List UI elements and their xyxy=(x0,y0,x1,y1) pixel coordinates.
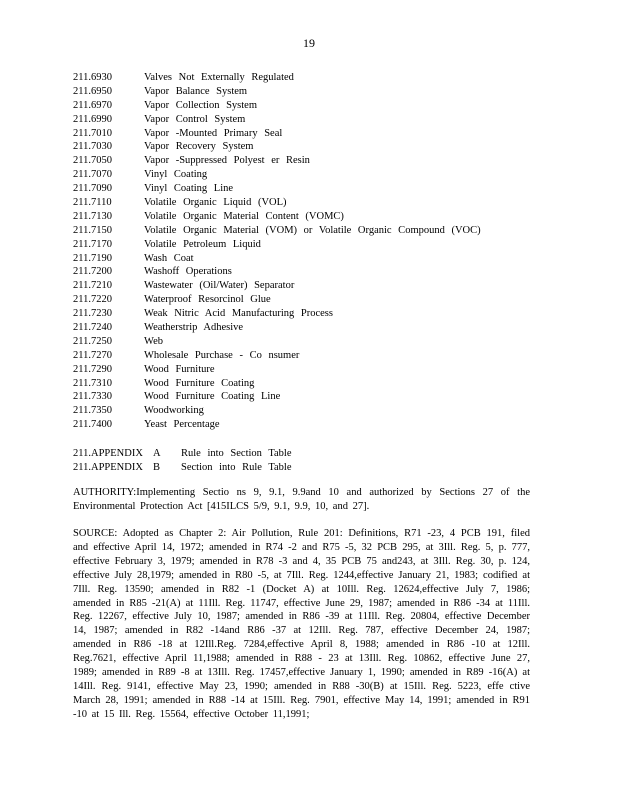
section-entry xyxy=(73,85,553,99)
section-entry xyxy=(73,335,553,349)
appendix-letter: B xyxy=(153,462,161,473)
section-number: 211.7400 xyxy=(73,419,112,431)
section-number: 211.7350 xyxy=(73,405,112,417)
appendix-number: 211.APPENDIX xyxy=(73,462,143,473)
section-number: 211.6930 xyxy=(73,72,112,83)
section-entry xyxy=(73,71,553,85)
section-number: 211.7090 xyxy=(73,183,112,195)
section-number: 211.7030 xyxy=(73,141,112,153)
section-number: 211.7150 xyxy=(73,224,112,236)
section-number: 211.7330 xyxy=(73,391,112,403)
section-entry xyxy=(73,404,553,418)
authority-paragraph: AUTHORITY:Implementing Sectio ns 9, 9.1, 9.9and 10 and authorized by Sections 27 of the Environmental Protection Act [415ILCS 5/9, 9.1, 9.9, 10, and 27]. xyxy=(73,487,530,512)
appendix-title: Section into Rule Table xyxy=(181,462,292,473)
section-number: 211.7250 xyxy=(73,335,112,347)
page-number: 19 xyxy=(303,36,315,50)
section-number: 211.7270 xyxy=(73,349,112,361)
section-entry xyxy=(73,182,553,196)
section-entry xyxy=(73,210,553,224)
section-number: 211.7050 xyxy=(73,155,112,167)
section-entry xyxy=(73,252,553,266)
source-paragraph: SOURCE: Adopted as Chapter 2: Air Pollution, Rule 201: Definitions, R71 -23, 4 PCB 191, filed and effective April 14, 1972; amended in R74 -2 and R75 -5, 32 PCB 295, at 3Ill. Reg. 5, p. 777, effective February 3, 1979; amended in R78 -3 and 4, 35 PCB 75 and243, at 3Ill. Reg. 30, p. 124, effective July 28,1979; amended in R80 -5, at 7Ill. Reg. 1244,effective January 21, 1983; codified at 7Ill. Reg. 13590; amended in R82 -1 (Docket A) at 10Ill. Reg. 12624,effective July 7, 1986; amended in R85 -21(A) at 11Ill. Reg. 11747, effective June 29, 1987; amended in R86 -34 at 11Ill. Reg. 12267, effective July 10, 1987; amended in R86 -39 at 11Ill. Reg. 20804, effective December 14, 1987; amended in R82 -14and R86 -37 at 12Ill. Reg. 787, effective December 24, 1987; amended in R86 -18 at 12Ill.Reg. 7284,effective April 8, 1988; amended in R86 -10 at 12Ill. Reg.7621, effective April 11,1988; amended in R88 - 23 at 13Ill. Reg. 10862, effective June 27, 1989; amended in R89 -8 at 13Ill. Reg. 17457,effective January 1, 1990; amended in R89 -16(A) at 14Ill. Reg. 9141, effective May 23, 1990; amended in R88 -30(B) at 15Ill. Reg. 5223, effe ctive March 28, 1991; amended in R88 -14 at 15Ill. Reg. 7901, effective May 14, 1991; amended in R91 -10 at 15 Ill. Reg. 15564, effective October 11,1991; xyxy=(73,528,530,720)
section-entry xyxy=(73,154,553,168)
section-entry xyxy=(73,390,553,404)
section-list xyxy=(73,71,553,432)
section-entry xyxy=(73,321,553,335)
section-title: Woodworking xyxy=(144,405,204,417)
section-title: Wood Furniture Coating xyxy=(144,377,255,389)
section-entry xyxy=(73,168,553,182)
section-entry xyxy=(73,127,553,141)
section-entry xyxy=(73,265,553,279)
section-title: Vapor Collection System xyxy=(144,99,257,111)
section-number: 211.6970 xyxy=(73,99,112,111)
section-number: 211.6950 xyxy=(73,85,112,97)
section-number: 211.6990 xyxy=(73,113,112,125)
section-title: Wholesale Purchase - Co nsumer xyxy=(144,349,300,361)
section-title: Vinyl Coating Line xyxy=(144,183,234,195)
section-entry xyxy=(73,418,553,432)
section-number: 211.7210 xyxy=(73,280,112,292)
section-title: Weatherstrip Adhesive xyxy=(144,322,244,334)
section-number: 211.7130 xyxy=(73,210,112,222)
section-title: Vinyl Coating xyxy=(144,169,208,181)
section-title: Volatile Organic Material Content (VOMC) xyxy=(144,210,344,222)
section-entry xyxy=(73,377,553,391)
section-title: Vapor Balance System xyxy=(144,85,248,97)
section-number: 211.7220 xyxy=(73,294,112,306)
appendix-entry xyxy=(73,447,553,461)
section-number: 211.7110 xyxy=(73,197,112,209)
section-entry xyxy=(73,279,553,293)
section-entry xyxy=(73,196,553,210)
section-title: Waterproof Resorcinol Glue xyxy=(144,294,271,306)
section-entry xyxy=(73,140,553,154)
section-entry xyxy=(73,224,553,238)
section-title: Web xyxy=(144,335,163,347)
section-title: Vapor -Mounted Primary Seal xyxy=(144,127,283,139)
section-number: 211.7170 xyxy=(73,238,112,250)
section-title: Wood Furniture Coating Line xyxy=(144,391,281,403)
section-entry xyxy=(73,238,553,252)
section-number: 211.7010 xyxy=(73,127,112,139)
section-number: 211.7230 xyxy=(73,308,112,320)
section-title: Wash Coat xyxy=(144,252,194,264)
section-number: 211.7190 xyxy=(73,252,112,264)
section-number: 211.7240 xyxy=(73,322,112,334)
section-title: Vapor -Suppressed Polyest er Resin xyxy=(144,155,310,167)
section-title: Weak Nitric Acid Manufacturing Process xyxy=(144,308,333,320)
section-title: Wastewater (Oil/Water) Separator xyxy=(144,280,295,292)
appendix-number: 211.APPENDIX xyxy=(73,448,143,459)
section-title: Yeast Percentage xyxy=(144,419,220,431)
section-entry xyxy=(73,113,553,127)
section-entry xyxy=(73,99,553,113)
appendix-entry xyxy=(73,461,553,475)
section-entry xyxy=(73,293,553,307)
section-entry xyxy=(73,363,553,377)
section-title: Washoff Operations xyxy=(144,266,232,278)
section-number: 211.7070 xyxy=(73,169,112,181)
section-number: 211.7290 xyxy=(73,363,112,375)
section-number: 211.7200 xyxy=(73,266,112,278)
section-title: Wood Furniture xyxy=(144,363,215,375)
section-title: Volatile Organic Liquid (VOL) xyxy=(144,197,287,209)
section-title: Vapor Control System xyxy=(144,113,246,125)
section-title: Volatile Organic Material (VOM) or Volatile Organic Compound (VOC) xyxy=(144,224,481,236)
section-title: Valves Not Externally Regulated xyxy=(144,72,294,83)
section-entry xyxy=(73,349,553,363)
appendix-letter: A xyxy=(153,448,161,459)
appendix-list xyxy=(73,447,553,475)
section-title: Volatile Petroleum Liquid xyxy=(144,238,261,250)
section-title: Vapor Recovery System xyxy=(144,141,254,153)
section-entry xyxy=(73,307,553,321)
section-number: 211.7310 xyxy=(73,377,112,389)
appendix-title: Rule into Section Table xyxy=(181,448,292,459)
